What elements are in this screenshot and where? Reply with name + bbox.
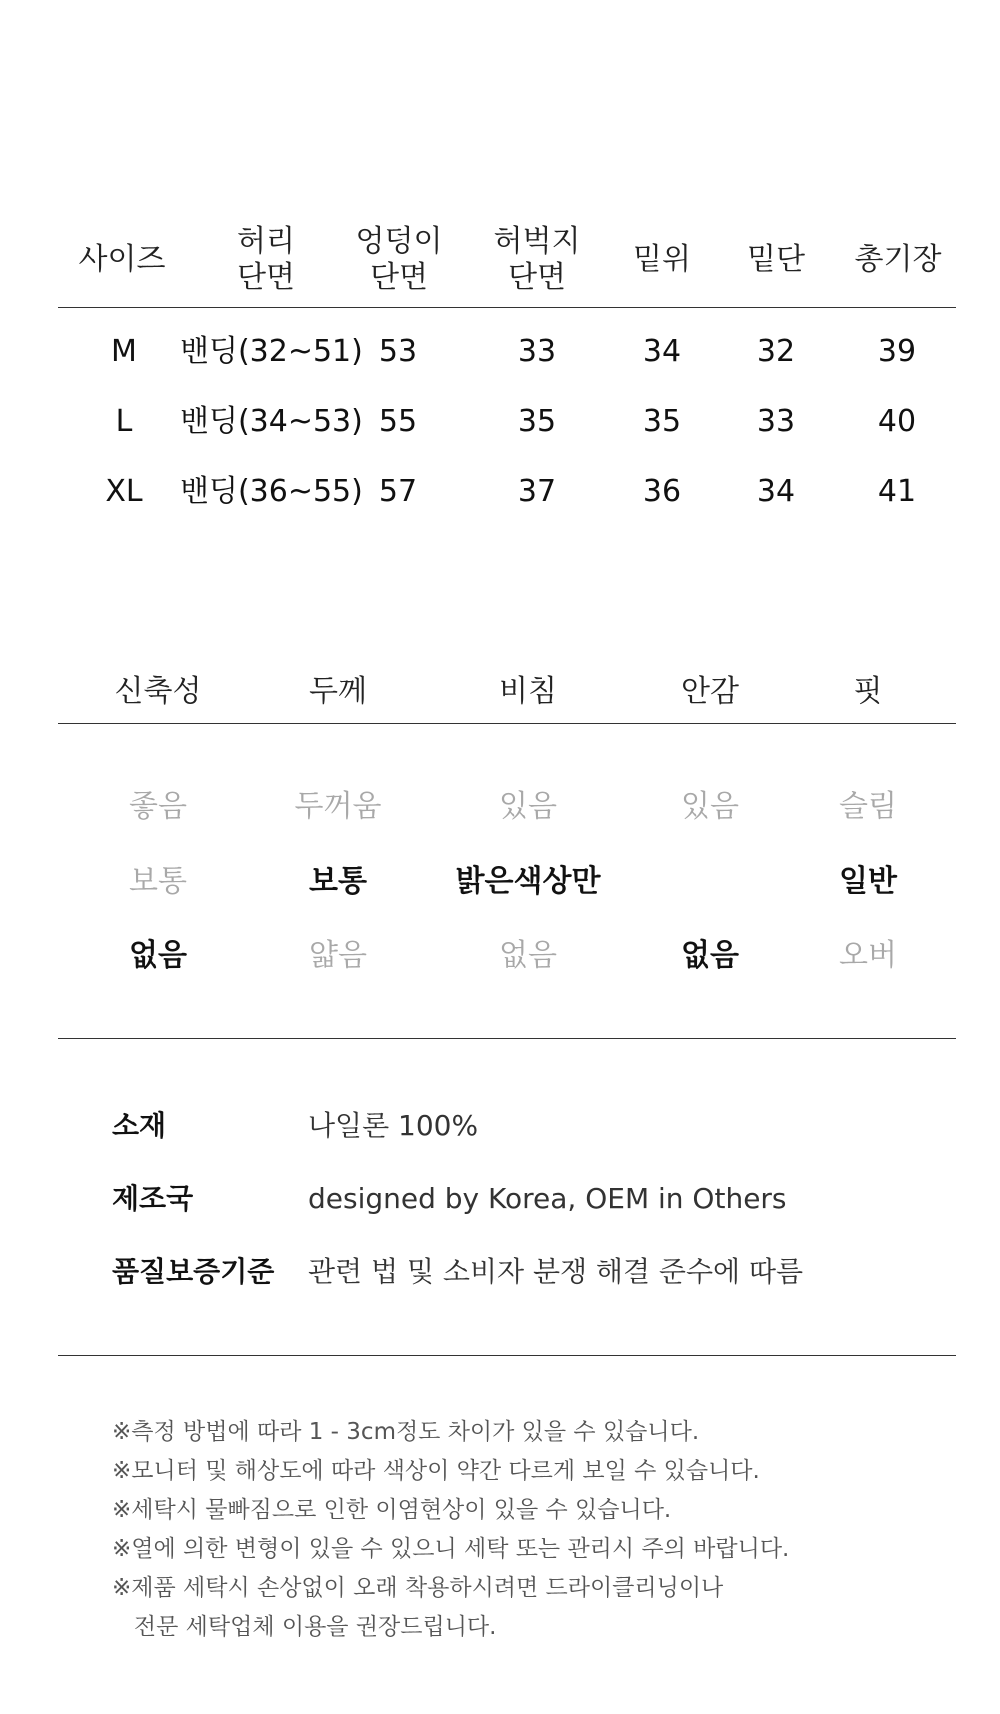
info-value-material: 나일론 100% bbox=[308, 1109, 479, 1142]
feature-option-stretch-none: 없음 bbox=[129, 938, 187, 973]
size-cell: 33 bbox=[517, 334, 557, 369]
feature-header-fit: 핏 bbox=[853, 674, 883, 709]
feature-table-divider bbox=[58, 723, 956, 724]
feature-table bbox=[0, 640, 1000, 1040]
product-info bbox=[0, 1080, 1000, 1320]
feature-option-stretch-normal: 보통 bbox=[129, 864, 187, 899]
feature-option-stretch-good: 좋음 bbox=[129, 789, 187, 824]
size-cell: 37 bbox=[517, 474, 557, 509]
size-header-length: 총기장 bbox=[854, 242, 942, 277]
size-cell: 32 bbox=[756, 334, 796, 369]
size-cell: 35 bbox=[642, 404, 682, 439]
size-cell: 57 bbox=[378, 474, 418, 509]
size-cell: 33 bbox=[756, 404, 796, 439]
size-cell: 35 bbox=[517, 404, 557, 439]
feature-option-lining-none: 없음 bbox=[681, 938, 739, 973]
care-notes bbox=[0, 1400, 1000, 1660]
info-section-divider bbox=[58, 1355, 956, 1356]
feature-header-lining: 안감 bbox=[681, 674, 739, 709]
info-value-quality-standard: 관련 법 및 소비자 분쟁 해결 준수에 따름 bbox=[308, 1255, 804, 1288]
feature-option-sheer-yes: 있음 bbox=[499, 789, 557, 824]
size-header-rise: 밑위 bbox=[633, 242, 691, 277]
feature-option-sheer-light-colors: 밝은색상만 bbox=[455, 864, 601, 899]
note-line: ※세탁시 물빠짐으로 인한 이염현상이 있을 수 있습니다. bbox=[112, 1497, 672, 1523]
info-label-material: 소재 bbox=[112, 1109, 167, 1142]
size-cell: 55 bbox=[378, 404, 418, 439]
size-cell: 밴딩(36~55) bbox=[180, 474, 363, 509]
size-header-hem: 밑단 bbox=[747, 242, 805, 277]
size-table bbox=[0, 0, 1000, 520]
note-line: ※측정 방법에 따라 1 - 3cm정도 차이가 있을 수 있습니다. bbox=[112, 1419, 700, 1445]
size-cell: L bbox=[115, 404, 133, 439]
size-cell: 34 bbox=[642, 334, 682, 369]
info-value-origin: designed by Korea, OEM in Others bbox=[308, 1182, 787, 1215]
size-cell: 밴딩(32~51) bbox=[180, 334, 363, 369]
feature-option-thickness-normal: 보통 bbox=[309, 864, 367, 899]
size-cell: 39 bbox=[877, 334, 917, 369]
feature-option-thickness-thick: 두꺼움 bbox=[294, 789, 382, 824]
size-cell: 41 bbox=[877, 474, 917, 509]
size-header-size: 사이즈 bbox=[78, 242, 166, 277]
feature-header-stretch: 신축성 bbox=[114, 674, 202, 709]
feature-option-fit-slim: 슬림 bbox=[839, 789, 897, 824]
feature-option-thickness-thin: 얇음 bbox=[309, 938, 367, 973]
size-cell: 40 bbox=[877, 404, 917, 439]
note-line: 전문 세탁업체 이용을 권장드립니다. bbox=[112, 1614, 497, 1640]
size-cell: 34 bbox=[756, 474, 796, 509]
info-label-origin: 제조국 bbox=[112, 1182, 194, 1215]
note-line: ※제품 세탁시 손상없이 오래 착용하시려면 드라이클리닝이나 bbox=[112, 1575, 724, 1601]
feature-option-fit-over: 오버 bbox=[839, 938, 897, 973]
size-cell: 36 bbox=[642, 474, 682, 509]
size-header-waist: 허리 단면 bbox=[237, 224, 295, 295]
feature-header-thickness: 두께 bbox=[309, 674, 367, 709]
feature-option-lining-yes: 있음 bbox=[681, 789, 739, 824]
size-cell: 53 bbox=[378, 334, 418, 369]
note-line: ※열에 의한 변형이 있을 수 있으니 세탁 또는 관리시 주의 바랍니다. bbox=[112, 1536, 790, 1562]
size-table-divider bbox=[58, 307, 956, 308]
feature-option-sheer-none: 없음 bbox=[499, 938, 557, 973]
size-header-thigh: 허벅지 단면 bbox=[493, 224, 581, 295]
size-cell: 밴딩(34~53) bbox=[180, 404, 363, 439]
feature-option-fit-regular: 일반 bbox=[839, 864, 897, 899]
info-label-quality-standard: 품질보증기준 bbox=[112, 1255, 275, 1288]
note-line: ※모니터 및 해상도에 따라 색상이 약간 다르게 보일 수 있습니다. bbox=[112, 1458, 760, 1484]
feature-section-divider bbox=[58, 1038, 956, 1039]
size-header-hip: 엉덩이 단면 bbox=[355, 224, 443, 295]
size-cell: M bbox=[111, 334, 137, 369]
feature-header-sheerness: 비침 bbox=[499, 674, 557, 709]
size-cell: XL bbox=[105, 474, 143, 509]
